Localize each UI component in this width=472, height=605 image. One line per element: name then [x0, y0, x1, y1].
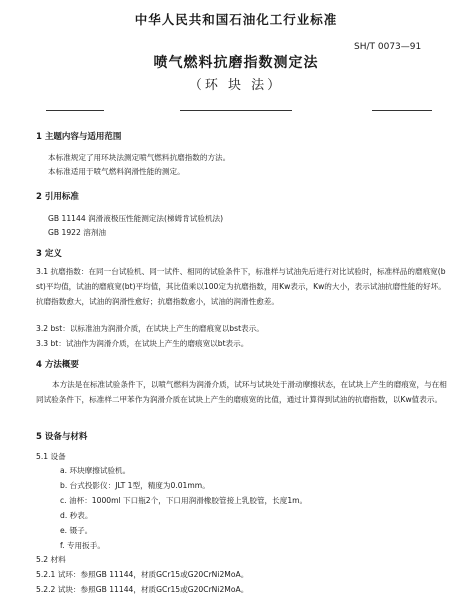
equipment-item: e. 镊子。 [60, 526, 93, 535]
definition-3-2: 3.2 bst：以标准油为润滑介质，在试块上产生的磨痕宽以bst表示。 [36, 324, 264, 333]
section-5-heading: 5 设备与材料 [36, 432, 88, 442]
document-subtitle: （环 块 法） [188, 78, 284, 93]
definition-3-3: 3.3 bt：试油作为润滑介质，在试块上产生的磨痕宽以bt表示。 [36, 339, 249, 348]
section-1-line-2: 本标准适用于喷气燃料润滑性能的测定。 [48, 167, 185, 176]
document-title: 喷气燃料抗磨指数测定法 [153, 55, 319, 71]
equipment-item: a. 环块摩擦试验机。 [60, 466, 131, 475]
section-1-line-1: 本标准规定了用环块法测定喷气燃料抗磨指数的方法。 [48, 153, 231, 162]
standard-org-header: 中华人民共和国石油化工行业标准 [134, 12, 338, 27]
section-4-heading: 4 方法概要 [36, 360, 79, 370]
section-2-heading: 2 引用标准 [36, 192, 79, 202]
section-1-heading: 1 主题内容与适用范围 [36, 132, 122, 142]
equipment-item: f. 专用扳手。 [60, 541, 105, 550]
section-3-heading: 3 定义 [36, 249, 62, 259]
subsection-5-2: 5.2 材料 [36, 555, 66, 564]
header-rule-left [46, 110, 104, 111]
header-rule-center [180, 110, 292, 111]
section-2-line-2: GB 1922 溶剂油 [48, 228, 107, 237]
section-2-line-1: GB 11144 润滑液极压性能测定法(梯姆肯试验机法) [48, 214, 224, 223]
subsection-5-1: 5.1 设备 [36, 452, 66, 461]
definition-3-1: 3.1 抗磨指数：在同一台试验机、同一试件、相同的试验条件下，标准样与试油先后进行对比试验时，标准样品的磨痕宽(bst)平均值，试油的磨痕宽(bt)平均值，其比值乘以100定为抗磨指数，用Kw表示，Kw的大小，表示试油抗磨性能的好坏。抗磨指数愈大，试油的润滑性愈好；抗磨指数愈小，试油的润滑性愈差。 [36, 267, 446, 306]
method-summary: 本方法是在标准试验条件下，以喷气燃料为润滑介质，试环与试块处于滑动摩擦状态，在试块上产生的磨痕宽，与在相同试验条件下，标准样二甲苯作为润滑介质在试块上产生的磨痕宽的比值，通过计算得到试油的抗磨指数，以Kw值表示。 [36, 380, 447, 404]
material-item: 5.2.2 试块：参照GB 11144，材质GCr15或G20CrNi2MoA。 [36, 585, 249, 594]
equipment-item: d. 秒表。 [60, 511, 93, 520]
standard-number: SH/T 0073—91 [354, 42, 422, 52]
material-item: 5.2.1 试环：参照GB 11144，材质GCr15或G20CrNi2MoA。 [36, 570, 249, 579]
equipment-item: b. 台式投影仪：JLT 1型，精度为0.01mm。 [60, 481, 210, 490]
header-rule-right [372, 110, 432, 111]
equipment-item: c. 油杯：1000ml 下口瓶2个，下口用润滑橡胶管接上乳胶管，长度1m。 [60, 496, 308, 505]
